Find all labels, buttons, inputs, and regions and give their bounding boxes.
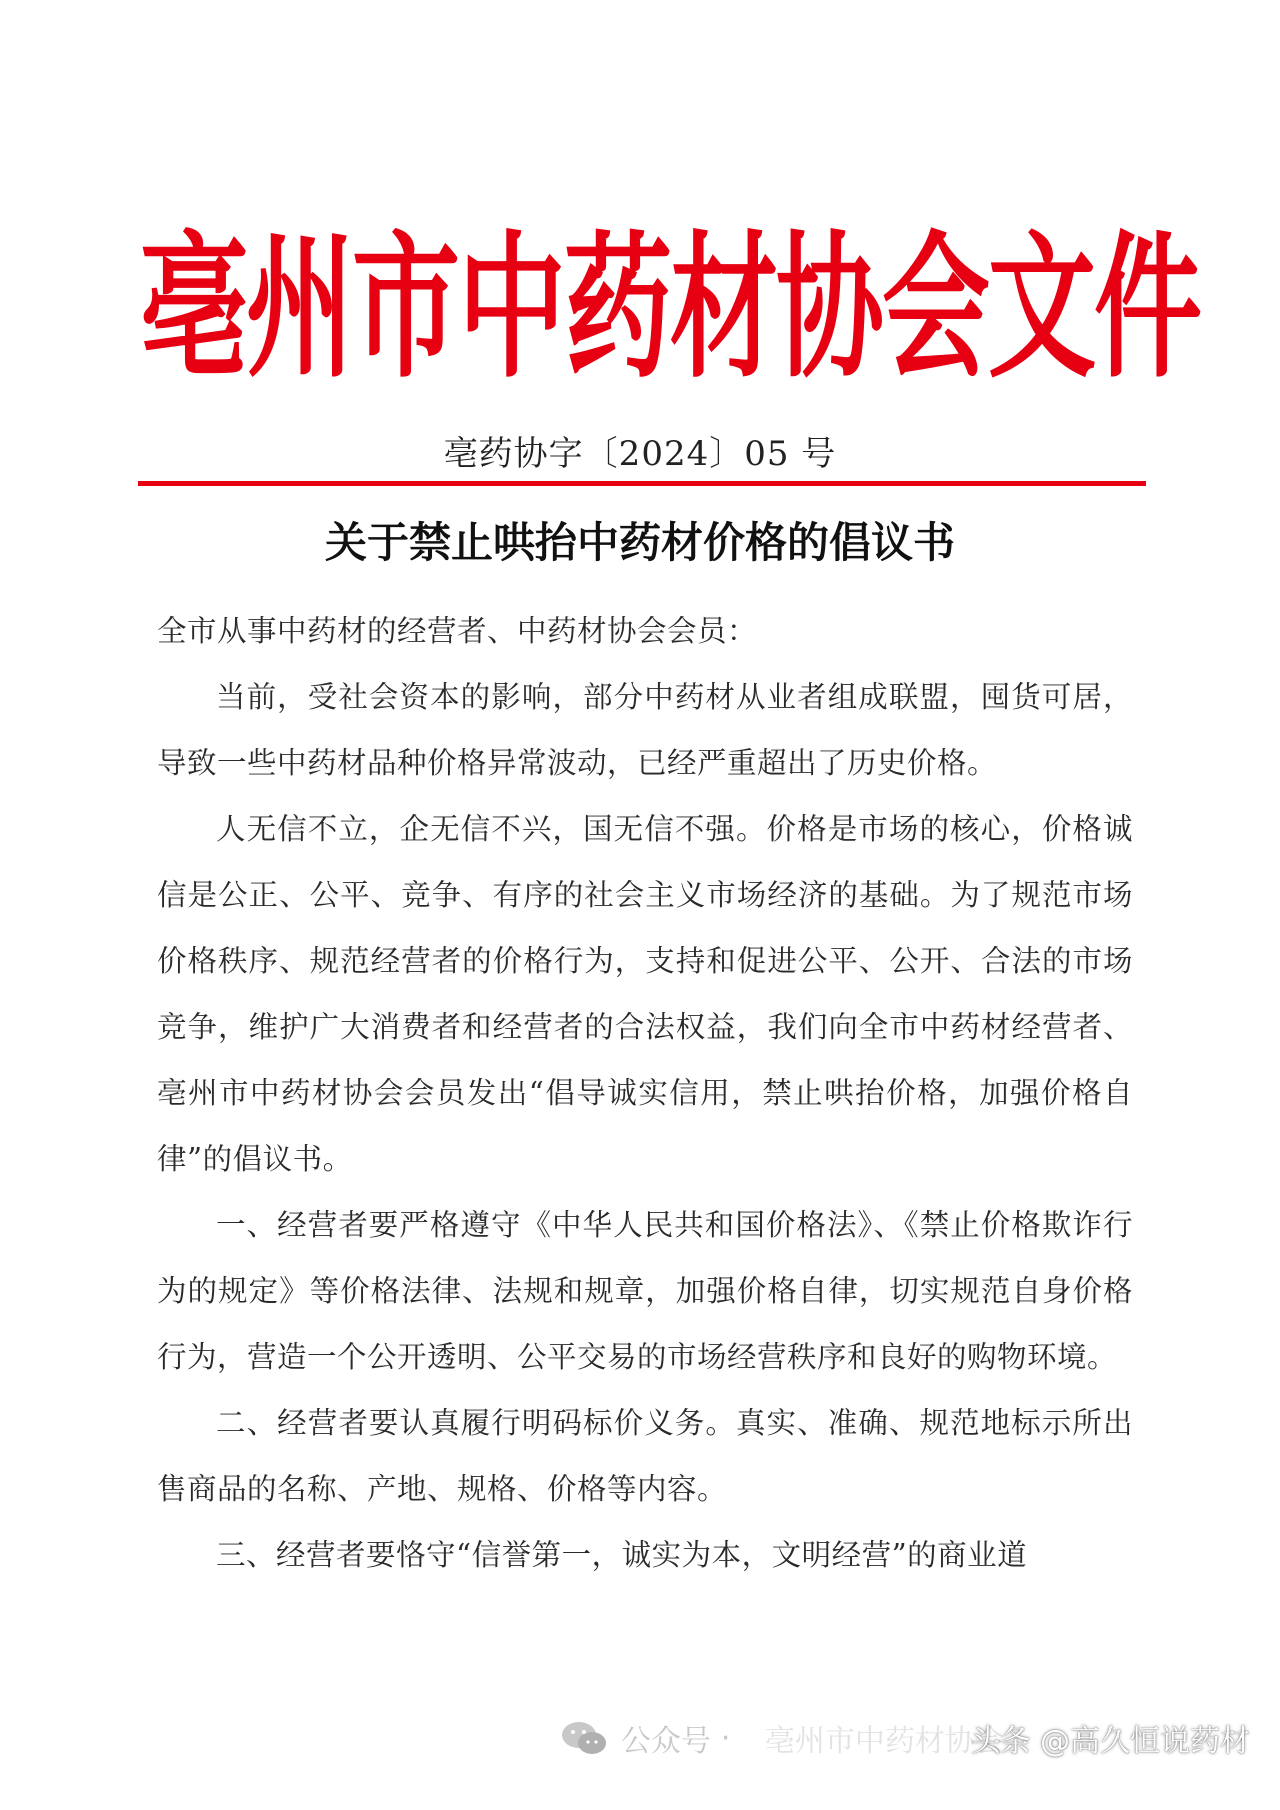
watermark-separator: · [720,1720,731,1756]
issuer-heading: 亳州市中药材协会文件 [140,218,1201,400]
document-body [157,598,1133,1588]
paragraph: 一、经营者要严格遵守《中华人民共和国价格法》、《禁止价格欺诈行为的规定》等价格法律、法规和规章，加强价格自律，切实规范自身价格行为，营造一个公开透明、公平交易的市场经营秩序和良好的购物环境。 [157,1208,1133,1374]
watermark-account: 亳州市中药材协会 [764,1724,1005,1759]
watermark-toutiao: 头条 @高久恒说药材 [970,1724,1250,1759]
salutation: 全市从事中药材的经营者、中药材协会会员： [157,614,758,648]
paragraph: 二、经营者要认真履行明码标价义务。真实、准确、规范地标示所出售商品的名称、产地、规格、价格等内容。 [157,1406,1133,1506]
wechat-icon [559,1718,611,1758]
watermark [559,1710,1250,1766]
document-number: 亳药协字〔2024〕05 号 [443,434,837,474]
paragraph: 三、经营者要恪守“信誉第一，诚实为本，文明经营”的商业道 [216,1538,1028,1572]
paragraph: 人无信不立，企无信不兴，国无信不强。价格是市场的核心，价格诚信是公正、公平、竞争、有序的社会主义市场经济的基础。为了规范市场价格秩序、规范经营者的价格行为，支持和促进公平、公开、合法的市场竞争，维护广大消费者和经营者的合法权益，我们向全市中药材经营者、亳州市中药材协会会员发出“倡导诚实信用，禁止哄抬价格，加强价格自律”的倡议书。 [157,812,1133,1176]
red-divider [138,481,1146,486]
watermark-platform: 公众号 [620,1724,711,1759]
paragraph: 当前，受社会资本的影响，部分中药材从业者组成联盟，囤货可居，导致一些中药材品种价格异常波动，已经严重超出了历史价格。 [157,680,1133,780]
document-title: 关于禁止哄抬中药材价格的倡议书 [324,518,955,567]
